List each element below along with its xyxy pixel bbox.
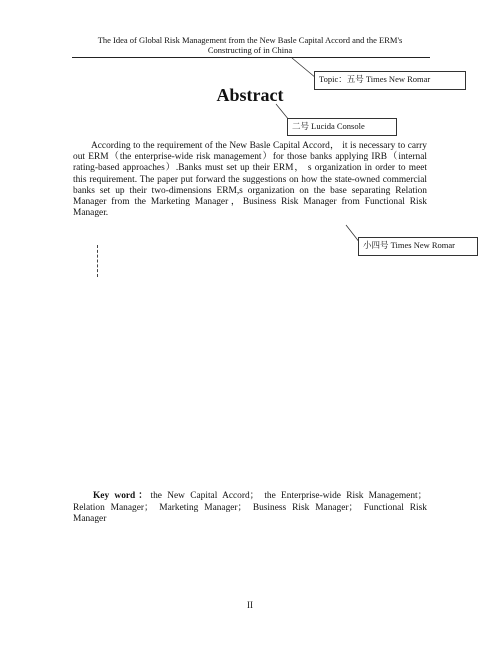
text-cursor-marker <box>97 245 98 277</box>
keywords-text: the New Capital Accord； the Enterprise-wide Risk Management；Relation Manager； Marketing Manager； Business Risk Manager； Functional Risk Manager <box>73 491 427 525</box>
abstract-body: According to the requirement of the New Basle Capital Accord， it is necessary to carry out ERM（the enterprise-wide risk management）for those banks applying IRB（internal rating-based approaches）.Banks must set up their ERM， s organization in order to meet this requirement. The paper put forward the suggestions on how the state-owned commercial banks set up their two-dimensions ERM,s organization on the base separating Relation Manager from the Marketing Manager，Business Risk Manager from Functional Risk Manager. <box>73 141 427 219</box>
heading-font-callout: 二号 Lucida Console <box>287 118 397 136</box>
header-title-line-1: The Idea of Global Risk Management from the New Basle Capital Accord and the ERM's <box>97 35 403 45</box>
keywords-label: Key word： <box>93 491 151 501</box>
page-number: II <box>247 600 253 610</box>
header-title-line-2: Constructing of in China <box>207 45 293 55</box>
abstract-title: Abstract <box>216 85 284 105</box>
body-font-callout: 小四号 Times New Romar <box>358 237 478 256</box>
keywords-paragraph <box>73 491 427 526</box>
topic-font-callout: Topic：五号 Times New Romar <box>314 71 466 90</box>
topic-leader-line <box>292 58 316 78</box>
